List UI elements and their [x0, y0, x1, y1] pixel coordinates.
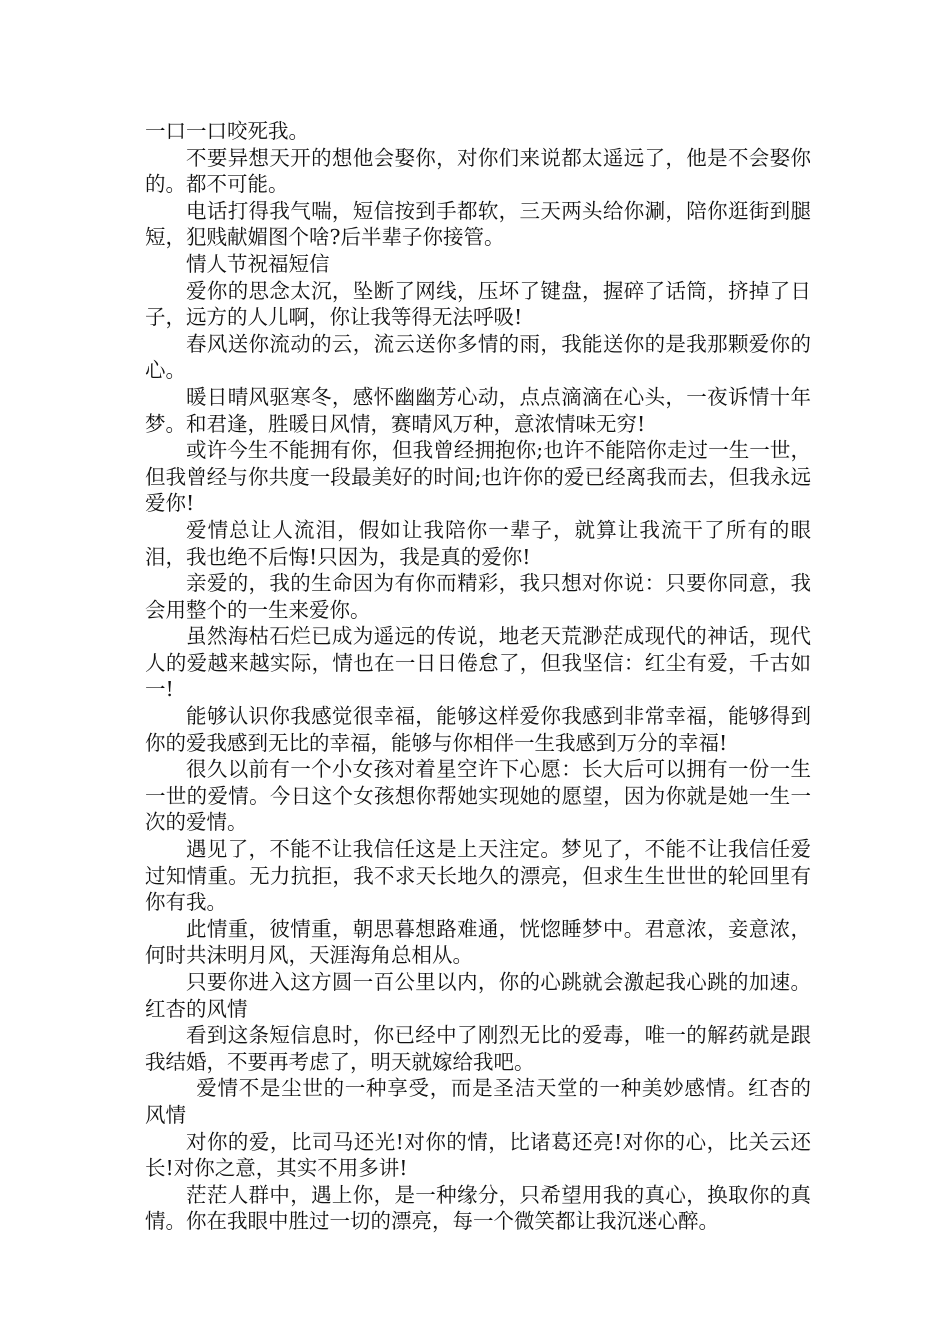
paragraph-18: 爱情不是尘世的一种享受，而是圣洁天堂的一种美妙感情。红杏的风情 — [145, 1076, 811, 1127]
document-page — [145, 118, 811, 1235]
paragraph-16: 只要你进入这方圆一百公里以内，你的心跳就会激起我心跳的加速。 红杏的风情 — [145, 970, 811, 1021]
paragraph-2: 不要异想天开的想他会娶你，对你们来说都太遥远了，他是不会娶你的。都不可能。 — [145, 145, 811, 197]
paragraph-17: 看到这条短信息时，你已经中了刚烈无比的爱毒，唯一的解药就是跟我结婚，不要再考虑了，明天就嫁给我吧。 — [145, 1023, 811, 1074]
paragraph-5: 爱你的思念太沉，坠断了网线，压坏了键盘，握碎了话筒，挤掉了日子，远方的人儿啊，你让我等得无法呼吸! — [145, 278, 811, 330]
paragraph-1: 一口一口咬死我。 — [145, 119, 309, 143]
paragraph-3: 电话打得我气喘，短信按到手都软，三天两头给你涮，陪你逛街到腿短，犯贱献媚图个啥?后半辈子你接管。 — [145, 198, 811, 250]
paragraph-10: 亲爱的，我的生命因为有你而精彩，我只想对你说：只要你同意，我会用整个的一生来爱你。 — [145, 571, 811, 622]
paragraph-20: 茫茫人群中，遇上你，是一种缘分，只希望用我的真心，换取你的真情。你在我眼中胜过一切的漂亮，每一个微笑都让我沉迷心醉。 — [145, 1182, 811, 1234]
paragraph-6: 春风送你流动的云，流云送你多情的雨，我能送你的是我那颗爱你的心。 — [145, 331, 811, 383]
paragraph-14: 遇见了，不能不让我信任这是上天注定。梦见了，不能不让我信任爱过知情重。无力抗拒，我不求天长地久的漂亮，但求生生世世的轮回里有你有我。 — [145, 837, 811, 915]
paragraph-7: 暖日晴风驱寒冬，感怀幽幽芳心动，点点滴滴在心头，一夜诉情十年梦。和君逢，胜暖日风情，赛晴风万种，意浓情味无穷! — [145, 384, 811, 436]
paragraph-12: 能够认识你我感觉很幸福，能够这样爱你我感到非常幸福，能够得到你的爱我感到无比的幸福，能够与你相伴一生我感到万分的幸福! — [145, 704, 811, 755]
paragraph-13: 很久以前有一个小女孩对着星空许下心愿：长大后可以拥有一份一生一世的爱情。今日这个女孩想你帮她实现她的愿望，因为你就是她一生一次的爱情。 — [145, 757, 811, 835]
paragraph-8: 或许今生不能拥有你，但我曾经拥抱你;也许不能陪你走过一生一世，但我曾经与你共度一段最美好的时间;也许你的爱已经离我而去，但我永远爱你! — [145, 438, 811, 516]
paragraph-11: 虽然海枯石烂已成为遥远的传说，地老天荒渺茫成现代的神话，现代人的爱越来越实际，情也在一日日倦怠了，但我坚信：红尘有爱，千古如一! — [145, 624, 811, 702]
paragraph-15: 此情重，彼情重，朝思暮想路难通，恍惚睡梦中。君意浓，妾意浓，何时共沫明月风，天涯海角总相从。 — [145, 916, 811, 968]
section-heading: 情人节祝福短信 — [186, 251, 330, 276]
paragraph-19: 对你的爱，比司马还光!对你的情，比诸葛还亮!对你的心，比关云还长!对你之意，其实不用多讲! — [145, 1129, 811, 1181]
paragraph-9: 爱情总让人流泪，假如让我陪你一辈子，就算让我流干了所有的眼泪，我也绝不后悔!只因为，我是真的爱你! — [145, 517, 811, 569]
